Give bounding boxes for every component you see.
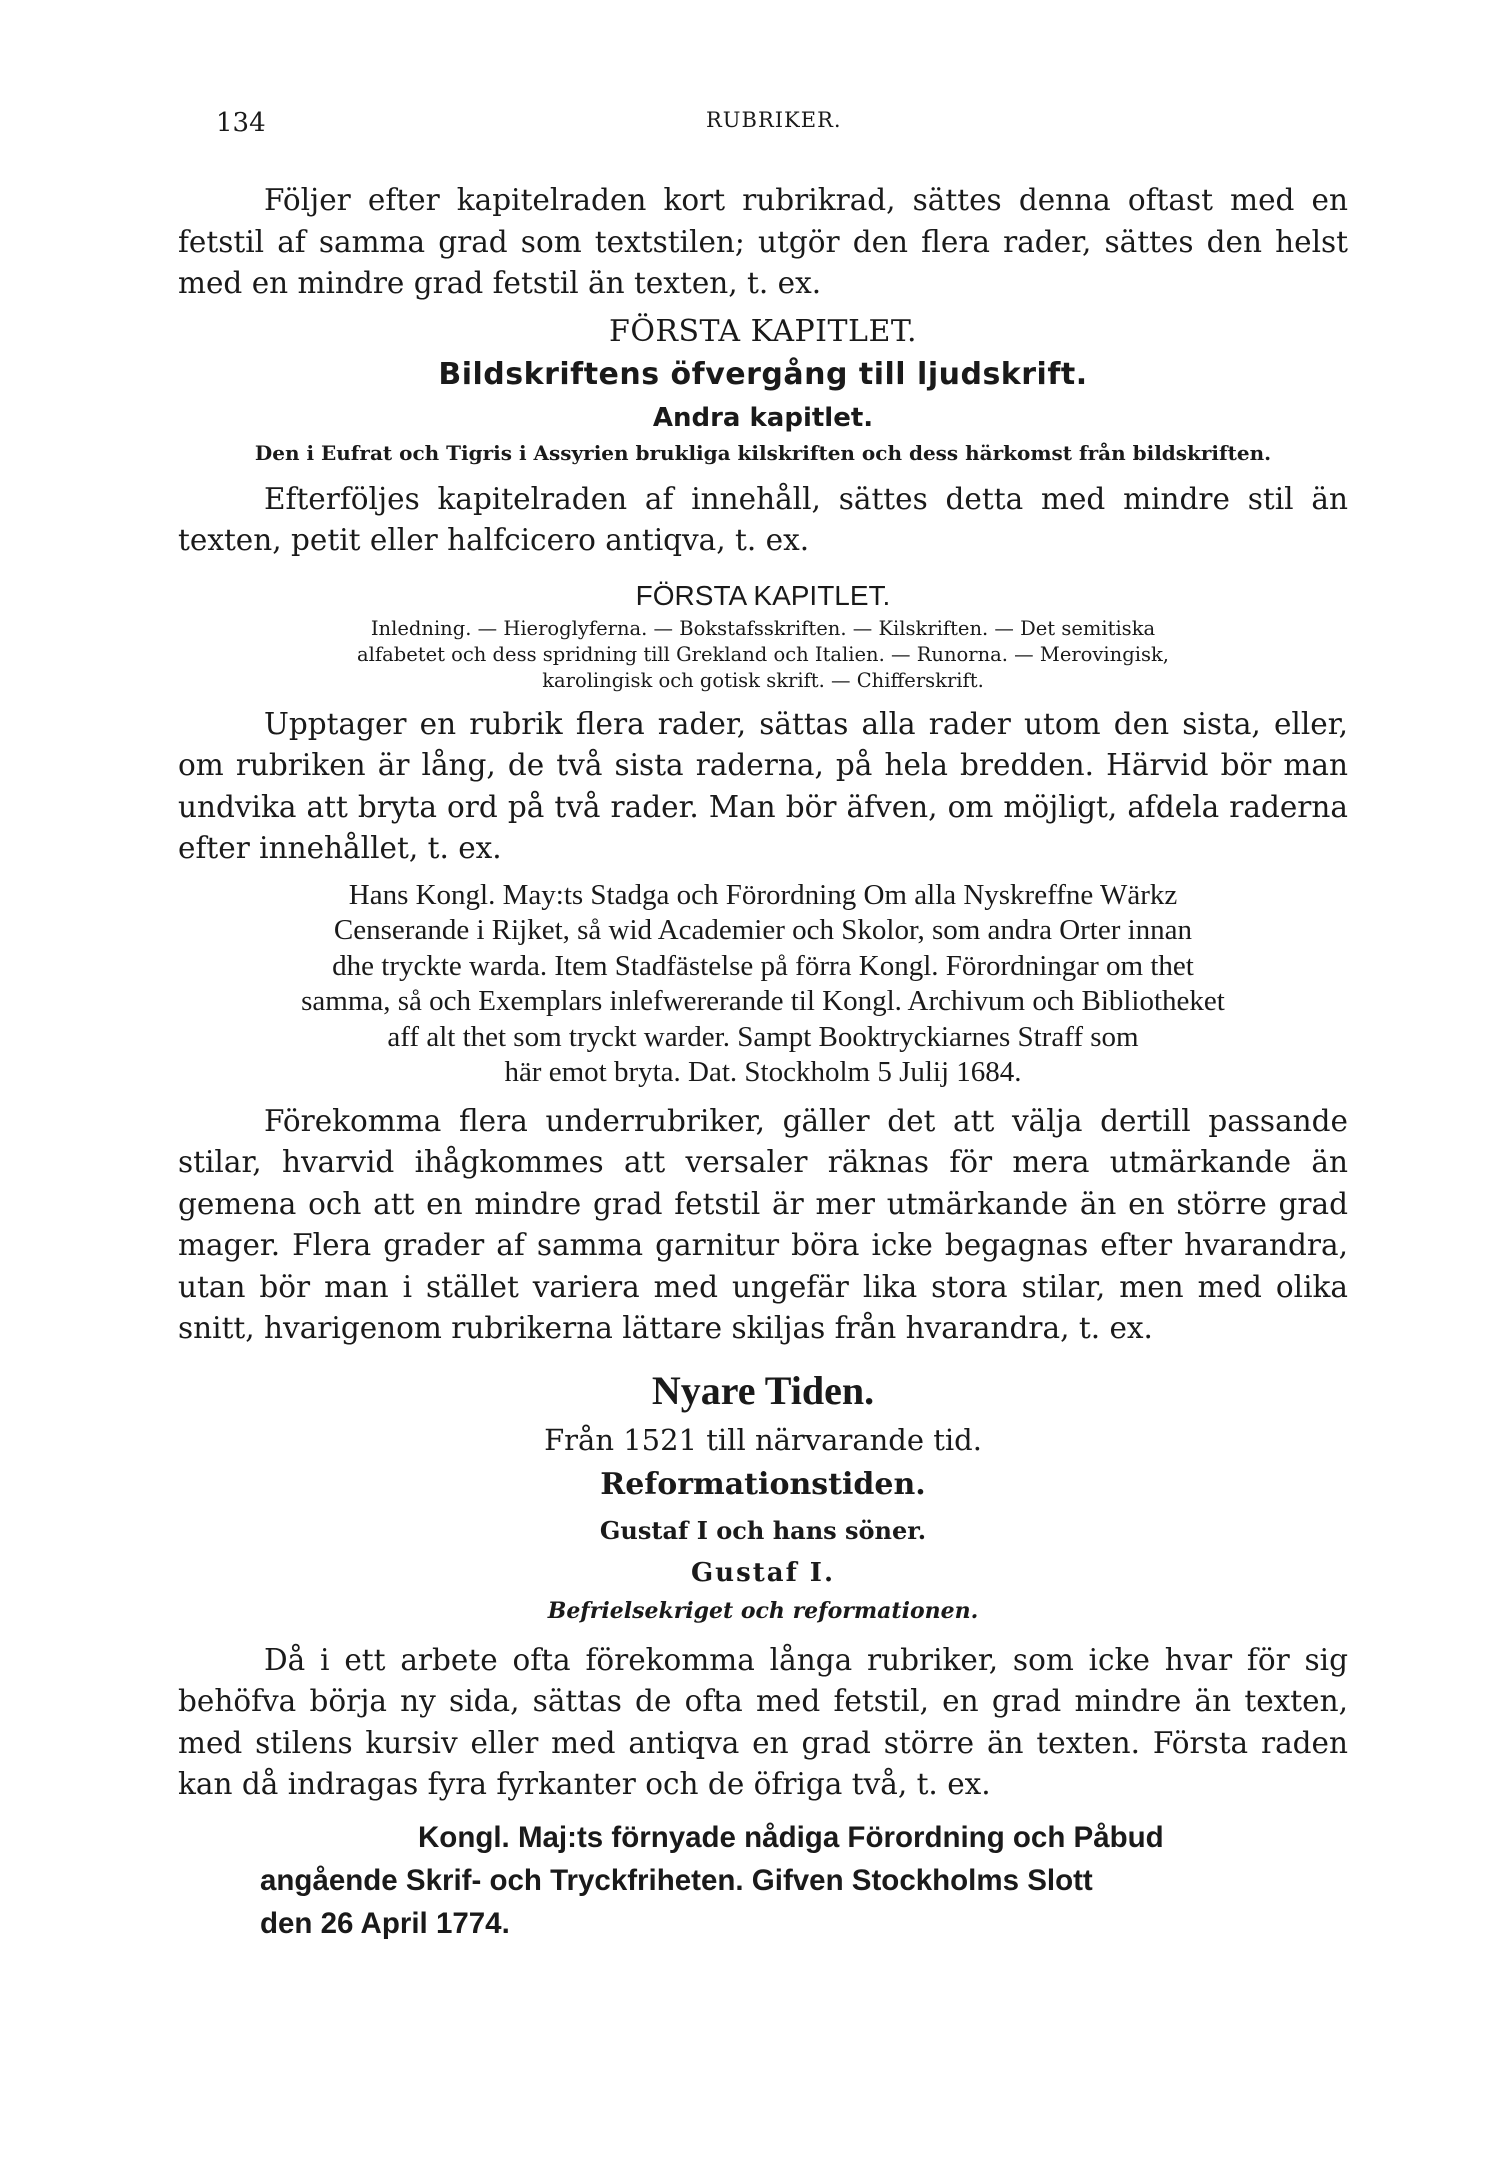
contents-line: alfabetet och dess spridning till Grekland och Italien. — Runorna. — Merovingisk, [357, 642, 1169, 666]
example-subheading: Andra kapitlet. [652, 402, 874, 433]
heading-level-2: Från 1521 till närvarande tid. [544, 1422, 982, 1457]
old-title-line: dhe tryckte warda. Item Stadfästelse på förra Kongl. Förordningar om thet [332, 949, 1194, 982]
long-heading-line: angående Skrif- och Tryckfriheten. Gifven Stockholms Slott [260, 1863, 1093, 1897]
old-title-line: aff alt thet som tryckt warder. Sampt Booktryckiarnes Straff som [387, 1020, 1139, 1053]
page-header [216, 108, 1346, 148]
running-title: RUBRIKER. [706, 108, 842, 132]
example-contents [178, 616, 1348, 694]
example-chapter-title-sans: FÖRSTA KAPITLET. [635, 579, 891, 611]
example-summary: Den i Eufrat och Tigris i Assyrien brukliga kilskriften och dess härkomst från bildskriften. [254, 440, 1272, 465]
example-heading-block-1 [178, 311, 1348, 467]
example-heading-block-2 [178, 576, 1348, 694]
page-number: 134 [216, 108, 266, 138]
paragraph-3: Upptager en rubrik flera rader, sättas alla rader utom den sista, eller, om rubriken är lång, de två sista raderna, på hela bredden. Härvid bör man undvika att bryta ord på två rader. Man bör äfven, om möjligt, afdela raderna efter innehållet, t. ex. [178, 706, 1348, 865]
long-heading-line: Kongl. Maj:ts förnyade nådiga Förordning och Påbud [418, 1820, 1164, 1854]
contents-line: Inledning. — Hieroglyferna. — Bokstafsskriften. — Kilskriften. — Det semitiska [370, 616, 1156, 640]
long-heading-line: den 26 April 1774. [260, 1906, 510, 1940]
heading-level-5: Gustaf I. [690, 1557, 836, 1588]
example-long-bold-heading [178, 1816, 1348, 1945]
contents-line: karolingisk och gotisk skrift. — Chifferskrift. [542, 668, 984, 692]
heading-level-3: Reformationstiden. [600, 1466, 926, 1502]
example-heading-hierarchy [178, 1362, 1348, 1628]
example-chapter-title: FÖRSTA KAPITLET. [609, 313, 917, 349]
example-old-title-block [178, 878, 1348, 1091]
paragraph-2: Efterföljes kapitelraden af innehåll, sättes detta med mindre stil än texten, petit eller halfcicero antiqva, t. ex. [178, 481, 1348, 557]
old-title-line: här emot bryta. Dat. Stockholm 5 Julij 1684. [504, 1056, 1022, 1088]
example-bold-heading: Bildskriftens öfvergång till ljudskrift. [438, 356, 1088, 392]
heading-level-4: Gustaf I och hans söner. [599, 1515, 927, 1545]
old-title-line: samma, så och Exemplars inlefwererande til Kongl. Archivum och Bibliotheket [301, 985, 1225, 1017]
heading-level-6: Befrielsekriget och reformationen. [547, 1597, 979, 1624]
page-body [178, 180, 1348, 1945]
paragraph-5: Då i ett arbete ofta förekomma långa rubriker, som icke hvar för sig behöfva börja ny sida, sättas de ofta med fetstil, en grad mindre än texten, med stilens kursiv eller med antiqva en grad större än texten. Första raden kan då indragas fyra fyrkanter och de öfriga två, t. ex. [178, 1642, 1348, 1801]
heading-level-1: Nyare Tiden. [651, 1367, 875, 1413]
paragraph-4: Förekomma flera underrubriker, gäller det att välja dertill passande stilar, hvarvid ihågkommes att versaler räknas för mera utmärkande än gemena och att en mindre grad fetstil är mer utmärkande än en större grad mager. Flera grader af samma garnitur böra icke begagnas efter hvarandra, utan bör man i stället variera med ungefär lika stora stilar, men med olika snitt, hvarigenom rubrikerna lättare skiljas från hvarandra, t. ex. [178, 1103, 1348, 1345]
old-title-line: Censerande i Rijket, så wid Academier och Skolor, som andra Orter innan [333, 914, 1193, 946]
old-title-line: Hans Kongl. May:ts Stadga och Förordning Om alla Nyskreffne Wärkz [348, 878, 1178, 911]
paragraph-1: Följer efter kapitelraden kort rubrikrad, sättes denna oftast med en fetstil af samma grad som textstilen; utgör den flera rader, sättes den helst med en mindre grad fetstil än texten, t. ex. [178, 183, 1348, 300]
